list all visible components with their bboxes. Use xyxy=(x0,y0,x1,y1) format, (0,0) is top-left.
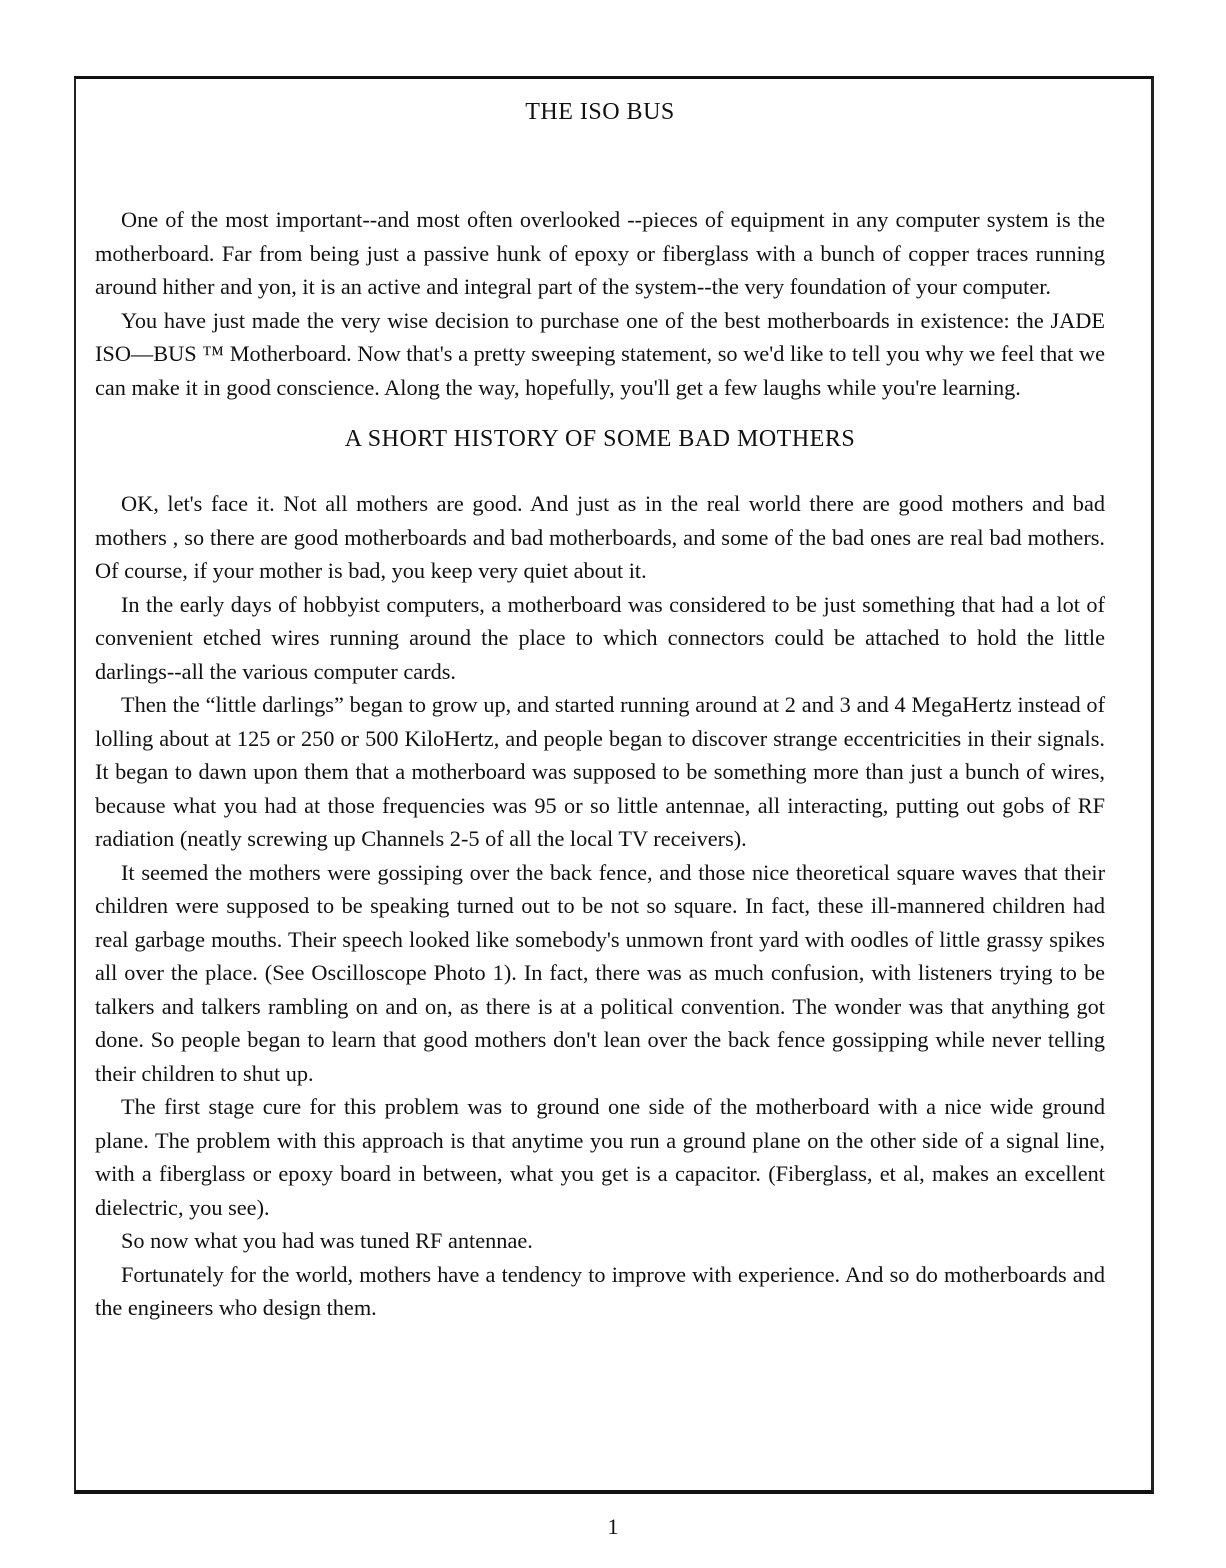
paragraph: OK, let's face it. Not all mothers are good. And just as in the real world there are good mothers and bad mothers , so there are good motherboards and bad motherboards, and some of the bad ones are real bad mothers. Of course, if your mother is bad, you keep very quiet about it. xyxy=(95,491,1105,583)
page-number: 1 xyxy=(607,1514,619,1539)
paragraph: In the early days of hobbyist computers, a motherboard was considered to be just something that had a lot of convenient etched wires running around the place to which connectors could be attached to hold the little darlings--all the various computer cards. xyxy=(95,591,1105,684)
paragraph: Fortunately for the world, mothers have a tendency to improve with experience. And so do motherboards and the engineers who design them. xyxy=(95,1261,1105,1320)
paragraph: One of the most important--and most often overlooked --pieces of equipment in any computer system is the motherboard. Far from being just a passive hunk of epoxy or fiberglass with a bunch of copper traces running around hither and yon, it is an active and integral part of the system--the very foundation of your computer. xyxy=(95,207,1105,299)
paragraph: You have just made the very wise decision to purchase one of the best motherboards in existence: the JADE ISO—BUS ™ Motherboard. Now that's a pretty sweeping statement, so we'd like to tell you why we feel that we can make it in good conscience. Along the way, hopefully, you'll get a few laughs while you're learning. xyxy=(95,307,1105,400)
document-title: THE ISO BUS xyxy=(525,99,675,125)
paragraph: It seemed the mothers were gossiping over the back fence, and those nice theoretical square waves that their children were supposed to be speaking turned out to be not so square. In fact, these ill-mannered children had real garbage mouths. Their speech looked like somebody's unmown front yard with oodles of little grassy spikes all over the place. (See Oscilloscope Photo 1). In fact, there was as much confusion, with listeners trying to be talkers and talkers rambling on and on, as there is at a political convention. The wonder was that anything got done. So people began to learn that good mothers don't lean over the back fence gossipping while never telling their children to shut up. xyxy=(95,859,1105,1086)
spacer xyxy=(95,132,1105,203)
paragraph: So now what you had was tuned RF antennae. xyxy=(121,1228,533,1253)
paragraph: Then the “little darlings” began to grow up, and started running around at 2 and 3 and 4 MegaHertz instead of lolling about at 125 or 250 or 500 KiloHertz, and people began to discover strange eccentricities in their signals. It began to dawn upon them that a motherboard was supposed to be something more than just a bunch of wires, because what you had at those frequencies was 95 or so little antennae, all interacting, putting out gobs of RF radiation (neatly screwing up Channels 2-5 of all the local TV receivers). xyxy=(95,692,1105,851)
spacer xyxy=(95,456,1105,487)
section-heading: A SHORT HISTORY OF SOME BAD MOTHERS xyxy=(344,426,856,452)
spacer xyxy=(95,404,1105,423)
document-body xyxy=(95,92,1105,1325)
paragraph: The first stage cure for this problem was to ground one side of the motherboard with a nice wide ground plane. The problem with this approach is that anytime you run a ground plane on the other side of a signal line, with a fiberglass or epoxy board in between, what you get is a capacitor. (Fiberglass, et al, makes an excellent dielectric, you see). xyxy=(95,1094,1105,1220)
